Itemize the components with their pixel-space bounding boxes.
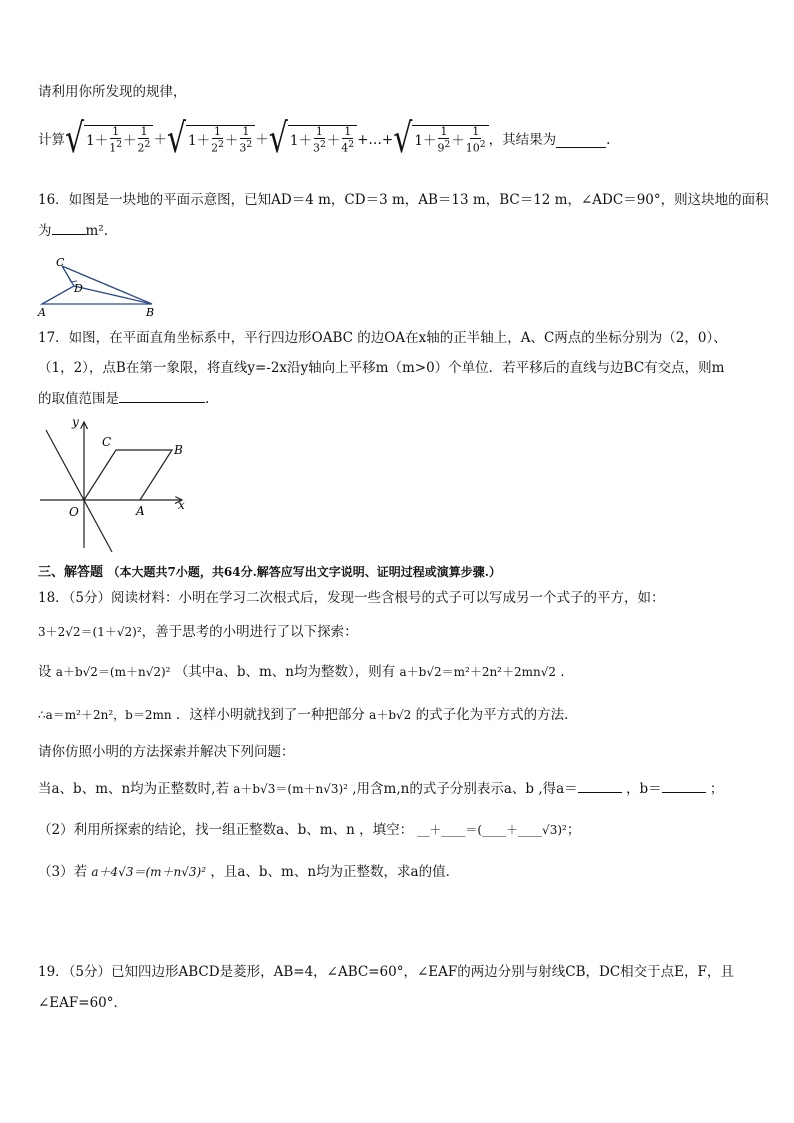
q16-unit: m². xyxy=(85,223,109,239)
q18-line6 xyxy=(38,778,723,799)
q16-line2 xyxy=(38,220,108,241)
q19-line1: 19．（5分）已知四边形ABCD是菱形，AB=4，∠ABC=60°，∠EAF的两边分别与射线CB，DC相交于点E，F，且 xyxy=(38,964,734,980)
q18-line3-expr1: a＋b√2＝(m＋n√2)² xyxy=(55,665,171,679)
q18-line6-prefix: 当a、b、m、n均为正整数时,若 xyxy=(38,781,229,797)
q15-end: . xyxy=(606,132,611,148)
q18-line3-expr2: a＋b√2＝m²＋2n²＋2mn√2 xyxy=(399,665,557,679)
q17-line3-prefix: 的取值范围是 xyxy=(38,391,119,407)
section3-heading xyxy=(38,562,501,583)
q18-line4-expr: ∴a＝m²＋2n²，b＝2mn xyxy=(38,708,172,722)
q18-line2-text: ，善于思考的小明进行了以下探索： xyxy=(141,624,358,640)
q16-line1: 16．如图是一块地的平面示意图，已知AD＝4 m，CD＝3 m，AB＝13 m，BC＝12 m，∠ADC＝90°，则这块地的面积 xyxy=(38,192,769,208)
q17-line2: （1，2），点B在第一象限，将直线y=-2x沿y轴向上平移m（m>0）个单位．若平移后的直线与边BC有交点，则m xyxy=(38,360,725,376)
q16-figure-shape xyxy=(42,266,152,304)
q18-line4-text2: 的式子化为平方式的方法． xyxy=(415,707,578,723)
q18-line4-expr2: a＋b√2 xyxy=(369,708,412,722)
q15-ellipsis: +…+ xyxy=(357,132,394,148)
q16-label-c: C xyxy=(56,256,65,269)
q18-line3-mid: （其中a、b、m、n均为整数），则有 xyxy=(174,664,396,680)
q15-intro: 请利用你所发现的规律， xyxy=(38,84,187,100)
section3-title: 三、解答题 xyxy=(38,565,104,580)
q18-line8 xyxy=(38,862,459,882)
q18-line7 xyxy=(38,820,580,840)
q18-line6-expr: a＋b√3＝(m＋n√3)² xyxy=(233,782,348,796)
q16-figure-diagonal xyxy=(74,286,152,304)
q16-line2-prefix: 为 xyxy=(38,223,52,239)
q18-line5: 请你仿照小明的方法探索并解决下列问题： xyxy=(38,744,295,760)
q15-calc-label: 计算 xyxy=(38,132,65,148)
q17-figure xyxy=(36,412,196,554)
q18-line4 xyxy=(38,705,578,725)
q19-line2: ∠EAF=60°． xyxy=(38,995,128,1011)
q18-line8-prefix: （3）若 xyxy=(38,864,88,880)
q18-line8-text: ，且a、b、m、n均为正整数，求a的值． xyxy=(210,864,460,880)
q18-line3-end: ． xyxy=(560,664,574,680)
q15-suffix: ，其结果为 xyxy=(488,132,557,148)
q18-line1: 18．（5分）阅读材料：小明在学习二次根式后，发现一些含根号的式子可以写成另一个式子的平方，如： xyxy=(38,590,665,606)
q15-term-1: √ 1 ＋ $\frac{1}{1^2}$ ＋ $\frac{1}{2^2}$ xyxy=(65,125,153,155)
q18-line6-sep: ，b＝ xyxy=(625,781,662,797)
q18-line8-expr: a＋4√3＝(m＋n√3)² xyxy=(91,865,207,879)
q18-line3-prefix: 设 xyxy=(38,664,52,680)
q18-line6-mid: ,用含m,n的式子分别表示a、b ,得a＝ xyxy=(352,781,578,797)
q18-line7-prefix: （2）利用所探索的结论，找一组正整数a、b、m、n ，填空： xyxy=(38,822,414,838)
q17-label-c: C xyxy=(102,435,112,449)
q17-label-a: A xyxy=(136,504,145,518)
q17-label-b: B xyxy=(174,443,183,457)
q17-label-o: O xyxy=(69,505,79,519)
q18-line4-text1: ．这样小明就找到了一种把部分 xyxy=(175,707,365,723)
q17-parallelogram xyxy=(84,450,172,500)
q16-label-a: A xyxy=(38,306,46,318)
q18-example-expr: 3＋2√2＝(1＋√2)² xyxy=(38,625,142,639)
q15-term-4: √ 1 ＋ $\frac{1}{9^2}$ ＋ $\frac{1}{10^2}$ xyxy=(393,125,488,155)
q15-calc-line: 计算 √ 1 ＋ $\frac{1}{1^2}$ ＋ $\frac{1}{2^2}$ ＋ √ 1 ＋ $\frac{1}{2^2}$ ＋ $\frac{1}{3^2}$ ＋ √ 1 ＋ $\frac{1}{3^2}$ ＋ $\frac{1}{4^2}$ +…+ √ 1 ＋ $\frac{1}{9^2}$ ＋ $\frac{1}{10^2}$ ，其结果为 . xyxy=(38,115,611,163)
q17-answer-blank[interactable] xyxy=(119,388,205,403)
q15-term-2: √ 1 ＋ $\frac{1}{2^2}$ ＋ $\frac{1}{3^2}$ xyxy=(167,125,255,155)
q18-line6-end: ； xyxy=(709,781,724,797)
q18-a-blank[interactable] xyxy=(578,778,622,793)
q16-label-b: B xyxy=(146,306,155,318)
q18-line3 xyxy=(38,662,574,682)
q18-line2 xyxy=(38,622,358,642)
q17-label-x: x xyxy=(178,498,185,512)
q16-label-d: D xyxy=(74,282,83,295)
q18-line7-expr[interactable]: __＋____＝(____＋____√3)² xyxy=(417,823,567,837)
q15-term-3: √ 1 ＋ $\frac{1}{3^2}$ ＋ $\frac{1}{4^2}$ xyxy=(269,125,357,155)
q17-line3 xyxy=(38,388,209,409)
q18-line7-end: ； xyxy=(566,822,581,838)
q17-label-y: y xyxy=(72,415,79,429)
q18-b-blank[interactable] xyxy=(662,778,706,793)
q16-answer-blank[interactable] xyxy=(52,220,86,235)
q16-figure xyxy=(34,256,164,318)
q17-end: . xyxy=(205,391,210,407)
q15-answer-blank[interactable] xyxy=(556,133,606,148)
section3-note: （本大题共7小题，共64分.解答应写出文字说明、证明过程或演算步骤.） xyxy=(107,565,501,579)
q17-line1: 17．如图，在平面直角坐标系中，平行四边形OABC 的边OA在x轴的正半轴上，A、C两点的坐标分别为（2，0）、 xyxy=(38,330,727,346)
